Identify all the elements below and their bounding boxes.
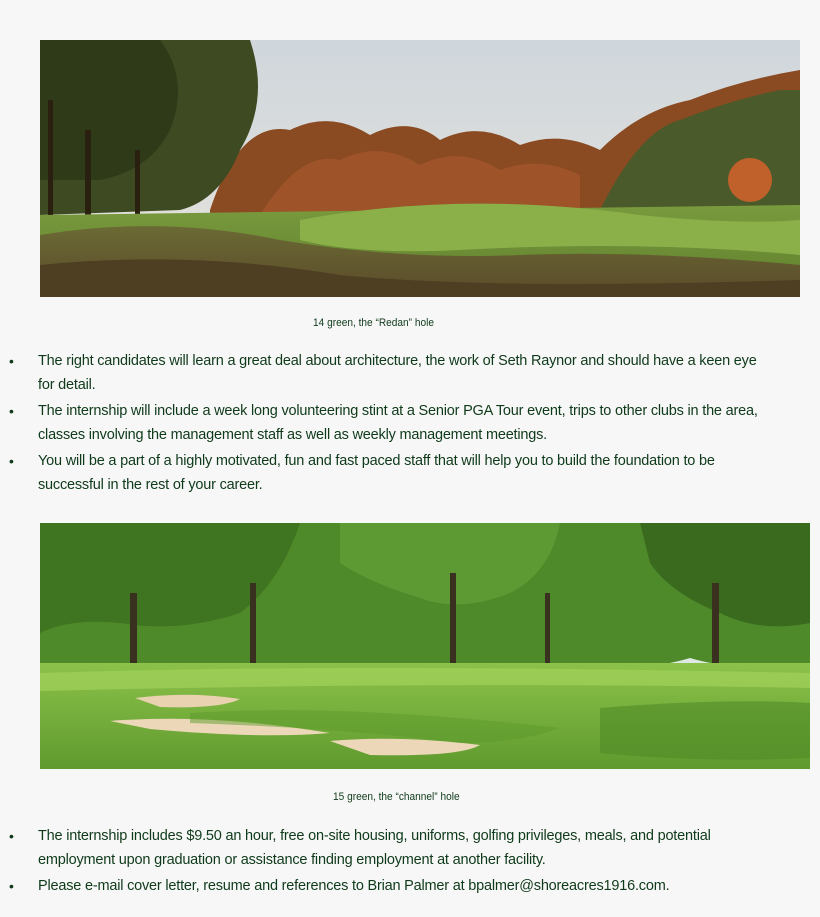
bullet-icon: • <box>9 403 14 419</box>
figure-caption: 15 green, the “channel” hole <box>333 791 460 803</box>
summer-golf-green-bunkers-photo <box>40 523 810 769</box>
bullet-icon: • <box>9 878 14 894</box>
bullet-icon: • <box>9 828 14 844</box>
bullet-list <box>0 824 820 900</box>
list-item <box>0 874 758 898</box>
autumn-golf-green-photo <box>40 40 800 297</box>
list-item: • You will be a part of a highly motivated, fun and fast paced staff that will help you to build the foundation to be successful in the rest of your career. <box>0 449 758 497</box>
bullet-icon: • <box>9 453 14 469</box>
contact-text: Please e-mail cover letter, resume and references to Brian Palmer at bpalmer@shoreacres1916.com. <box>38 878 670 894</box>
list-item: • The internship includes $9.50 an hour, free on-site housing, uniforms, golfing privileges, meals, and potential employment upon graduation or assistance finding employment at another facility. <box>0 824 758 872</box>
bullet-icon: • <box>9 353 14 369</box>
list-item: • The internship will include a week long volunteering stint at a Senior PGA Tour event, trips to other clubs in the area, classes involving the management staff as well as weekly management meetings. <box>0 399 758 447</box>
figure-caption: 14 green, the “Redan” hole <box>313 317 434 329</box>
bullet-list <box>0 349 820 499</box>
list-item: • The right candidates will learn a great deal about architecture, the work of Seth Raynor and should have a keen eye for detail. <box>0 349 758 397</box>
